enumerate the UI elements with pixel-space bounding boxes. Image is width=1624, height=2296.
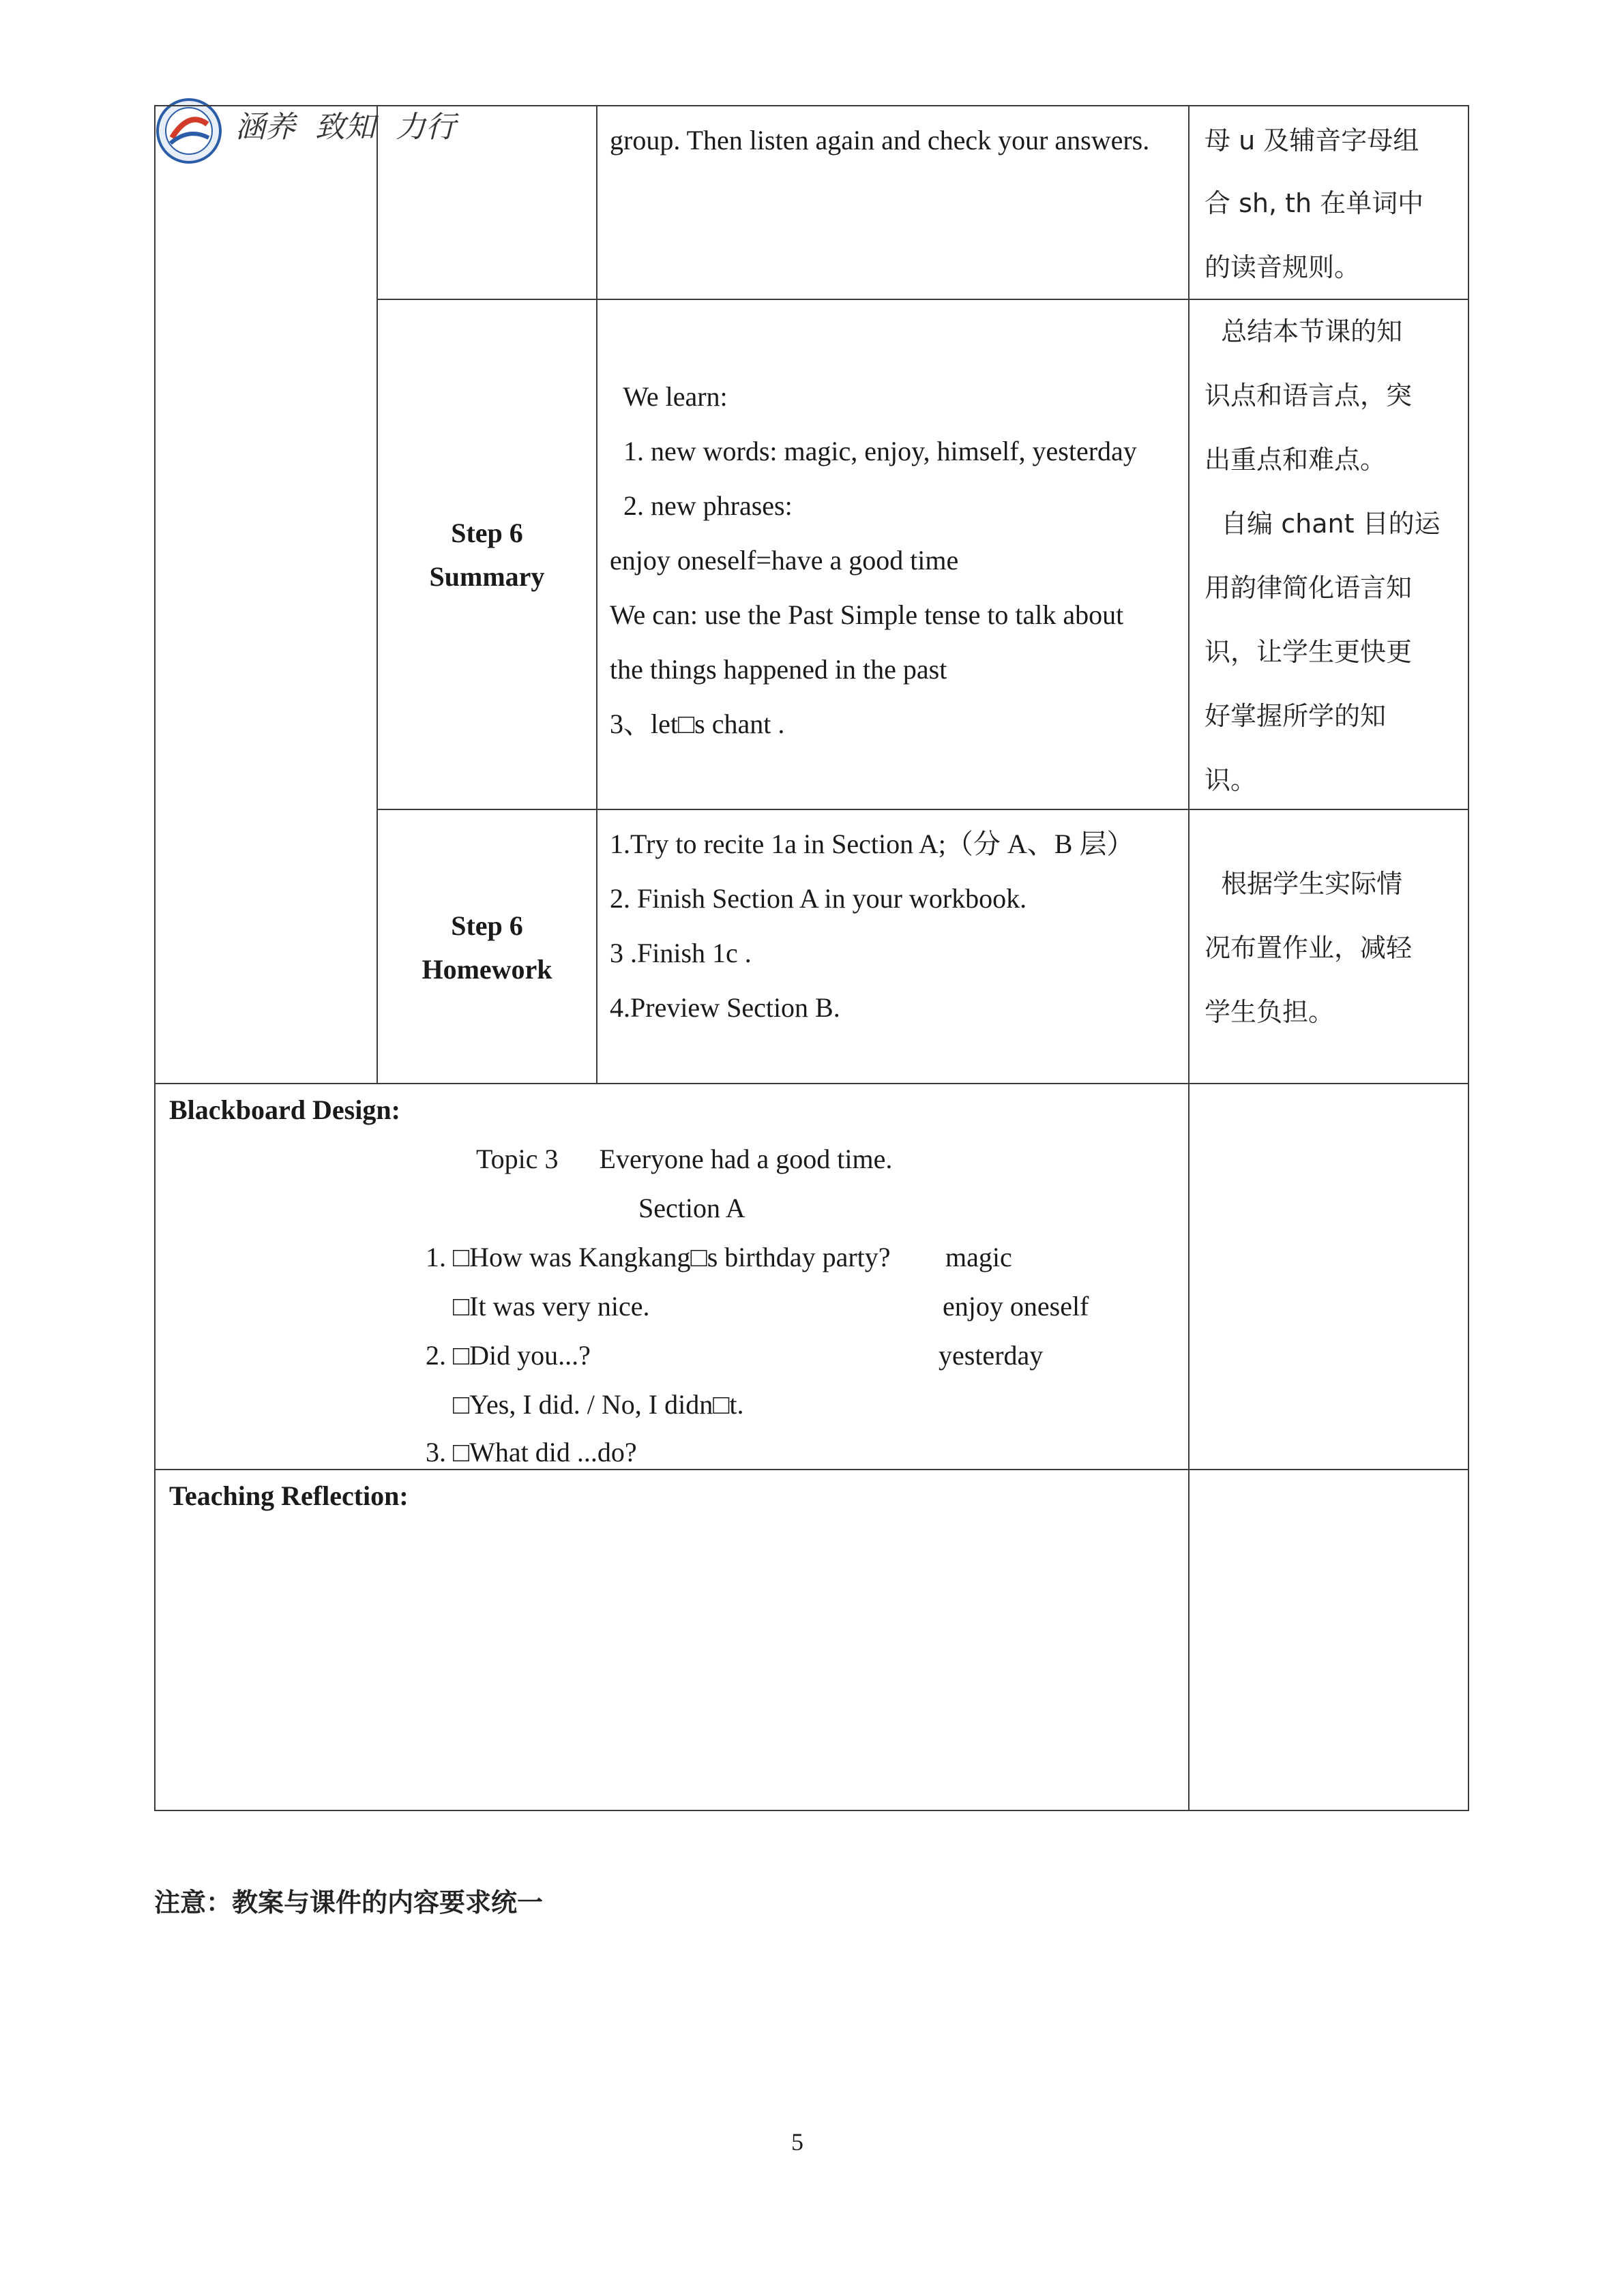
- reflection-label: Teaching Reflection:: [169, 1480, 409, 1511]
- summary-note-1: 总结本节课的知: [1205, 316, 1403, 346]
- continued-content: group. Then listen again and check your answers.: [610, 125, 1150, 155]
- blackboard-label: Blackboard Design:: [169, 1094, 400, 1125]
- footer-note: 注意：教案与课件的内容要求统一: [154, 1888, 544, 1918]
- homework-line-2: 2. Finish Section A in your workbook.: [610, 883, 1027, 914]
- summary-line-2: 1. new words: magic, enjoy, himself, yesterday: [610, 436, 1137, 466]
- page-number: 5: [791, 2128, 803, 2156]
- blackboard-section: Section A: [638, 1193, 745, 1223]
- blackboard-word-1: magic: [945, 1242, 1012, 1272]
- homework-note-2: 况布置作业，减轻: [1205, 933, 1413, 963]
- motto-1: 涵养: [235, 110, 295, 145]
- blackboard-word-3: yesterday: [939, 1340, 1044, 1371]
- summary-note-8: 识。: [1205, 765, 1257, 795]
- summary-note-2: 识点和语言点，突: [1205, 381, 1413, 411]
- summary-line-7: 3、let□s chant .: [610, 709, 785, 739]
- summary-line-3: 2. new phrases:: [610, 490, 793, 521]
- summary-step: Step 6: [451, 518, 523, 548]
- blackboard-topic: Topic 3 Everyone had a good time.: [476, 1144, 893, 1174]
- summary-note-6: 识，让学生更快更: [1205, 637, 1413, 667]
- summary-line-5: We can: use the Past Simple tense to talk about: [610, 599, 1124, 630]
- motto-2: 致知: [315, 110, 375, 145]
- summary-note-5: 用韵律简化语言知: [1205, 573, 1413, 603]
- homework-line-4: 4.Preview Section B.: [610, 992, 840, 1023]
- continued-note-1: 母 u 及辅音字母组: [1205, 125, 1419, 155]
- homework-step: Step 6: [451, 910, 523, 941]
- homework-note-1: 根据学生实际情: [1205, 869, 1403, 899]
- homework-line-1: 1.Try to recite 1a in Section A;（分 A、B 层）: [610, 829, 1134, 859]
- homework-name: Homework: [422, 954, 552, 985]
- homework-line-3: 3 .Finish 1c .: [610, 938, 752, 968]
- blackboard-line-3: 2. □Did you...?: [426, 1340, 591, 1371]
- homework-note-3: 学生负担。: [1205, 997, 1335, 1027]
- summary-line-6: the things happened in the past: [610, 654, 947, 685]
- blackboard-line-1: 1. □How was Kangkang□s birthday party?: [426, 1242, 891, 1272]
- continued-note-3: 的读音规则。: [1205, 252, 1361, 282]
- blackboard-line-4: □Yes, I did. / No, I didn□t.: [426, 1389, 744, 1420]
- motto-3: 力行: [396, 110, 456, 145]
- summary-line-1: We learn:: [610, 381, 728, 412]
- summary-name: Summary: [429, 561, 545, 592]
- summary-line-4: enjoy oneself=have a good time: [610, 545, 959, 576]
- summary-note-7: 好掌握所学的知: [1205, 701, 1387, 731]
- summary-note-3: 出重点和难点。: [1205, 445, 1387, 475]
- blackboard-word-2: enjoy oneself: [943, 1291, 1089, 1322]
- blackboard-line-5: 3. □What did ...do?: [426, 1437, 637, 1467]
- continued-note-2: 合 sh, th 在单词中: [1205, 188, 1424, 218]
- summary-note-4: 自编 chant 目的运: [1205, 509, 1441, 539]
- school-logo: [151, 97, 226, 165]
- blackboard-line-2: □It was very nice.: [426, 1291, 650, 1322]
